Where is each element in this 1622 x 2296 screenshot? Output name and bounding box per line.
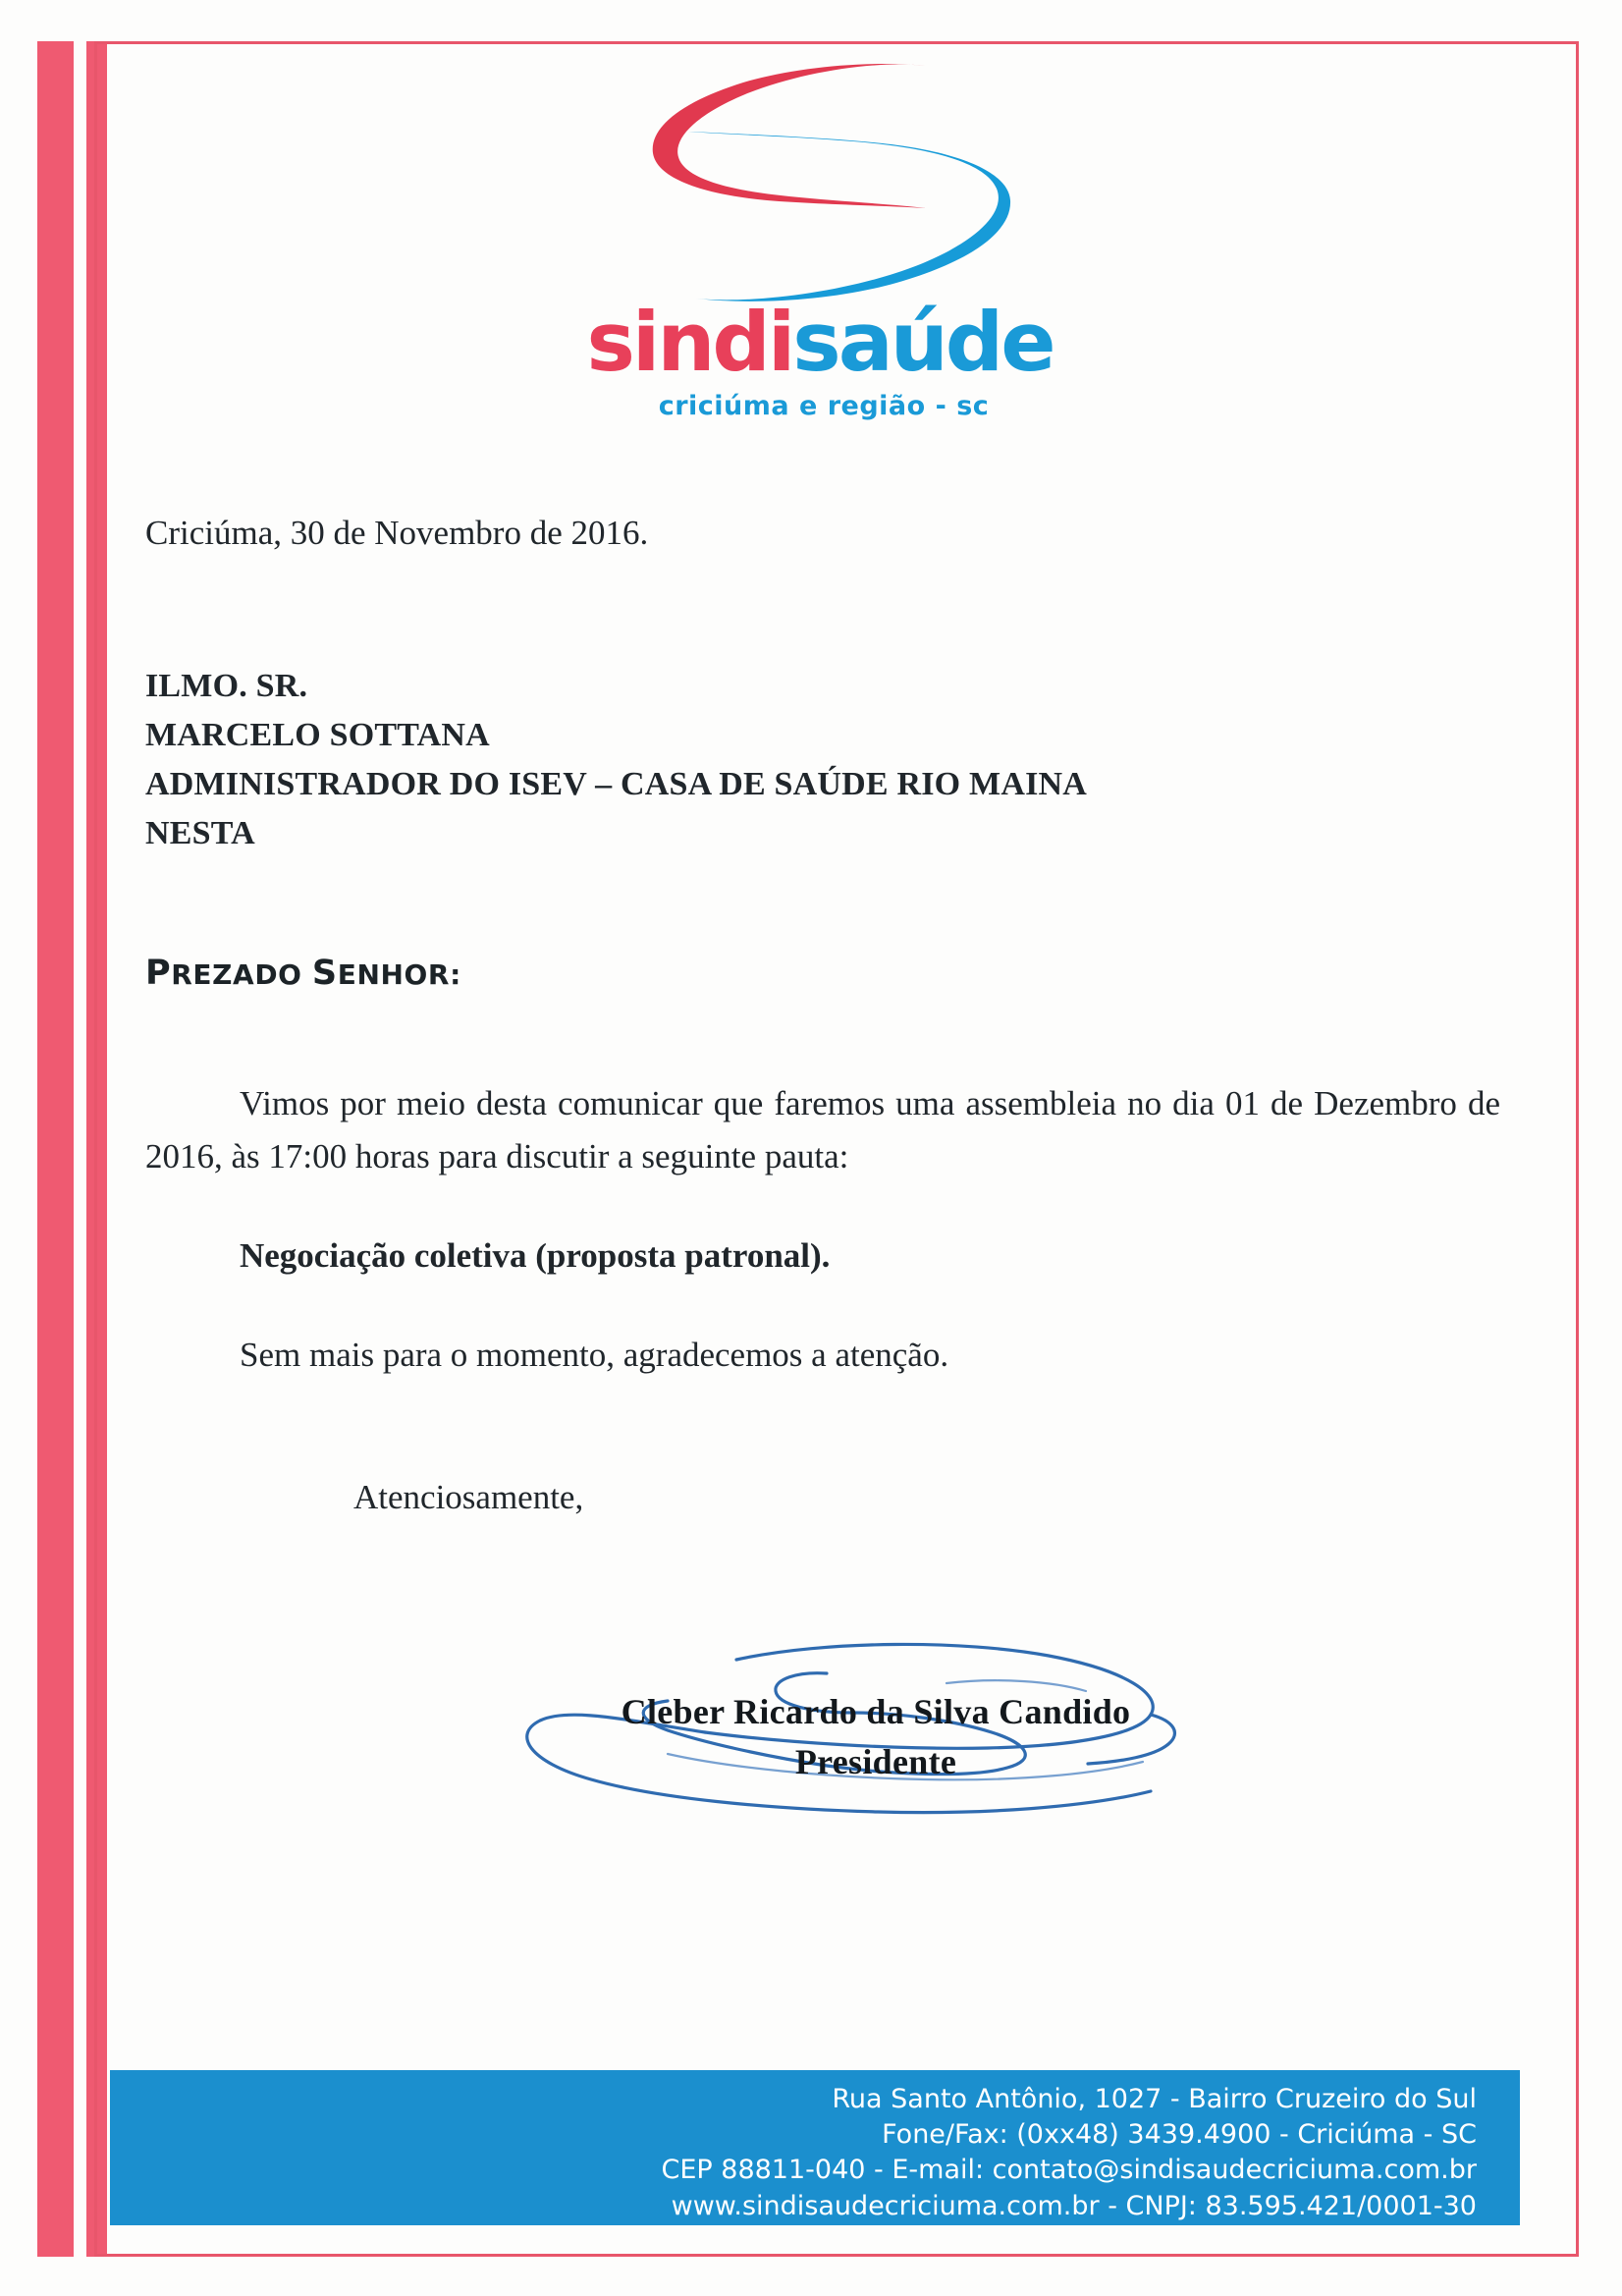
signatory-title: Presidente <box>794 1742 957 1782</box>
footer-address: Rua Santo Antônio, 1027 - Bairro Cruzeiro do Sul <box>832 2084 1477 2114</box>
salutation-word-senhor: ENHOR: <box>337 957 461 991</box>
salutation-initial-p: P <box>145 953 172 993</box>
recipient-line-1: ILMO. SR. <box>145 667 308 704</box>
signatory-names <box>503 1687 1249 1787</box>
sindisaude-s-swoosh-icon <box>580 57 1042 307</box>
recipient-line-2: MARCELO SOTTANA <box>145 716 490 753</box>
logo-wordmark <box>0 295 1622 390</box>
letterhead-logo <box>0 57 1622 421</box>
footer-website-cnpj: www.sindisaudecriciuma.com.br - CNPJ: 83.595.421/0001-30 <box>671 2190 1477 2221</box>
logo-wordmark-sindi: sindi <box>586 295 793 390</box>
agenda-item: Negociação coletiva (proposta patronal). <box>240 1235 831 1275</box>
signatory-name: Cleber Ricardo da Silva Candido <box>621 1692 1131 1731</box>
closing-thanks: Sem mais para o momento, agradecemos a atenção. <box>240 1335 949 1374</box>
letter-body <box>145 511 1500 1521</box>
recipient-block <box>145 662 1500 859</box>
footer-contact-bar <box>110 2070 1520 2225</box>
salutation <box>145 954 1500 993</box>
salutation-word-prezado: REZADO <box>171 957 312 991</box>
regards-line: Atenciosamente, <box>353 1477 584 1516</box>
date-line: Criciúma, 30 de Novembro de 2016. <box>145 514 649 552</box>
recipient-line-4: NESTA <box>145 815 255 852</box>
signature-block <box>503 1630 1249 1836</box>
salutation-initial-s: S <box>311 953 338 993</box>
footer-phone: Fone/Fax: (0xx48) 3439.4900 - Criciúma - SC <box>882 2119 1477 2151</box>
recipient-line-3: ADMINISTRADOR DO ISEV – CASA DE SAÚDE RIO MAINA <box>145 766 1088 803</box>
body-paragraph: Vimos por meio desta comunicar que faremos uma assembleia no dia 01 de Dezembro de 2016, às 17:00 horas para discutir a seguinte pauta: <box>145 1083 1500 1176</box>
footer-cep-email: CEP 88811-040 - E-mail: contato@sindisaudecriciuma.com.br <box>661 2155 1477 2186</box>
logo-tagline: criciúma e região - sc <box>658 391 990 421</box>
logo-wordmark-saude: saúde <box>792 295 1054 390</box>
